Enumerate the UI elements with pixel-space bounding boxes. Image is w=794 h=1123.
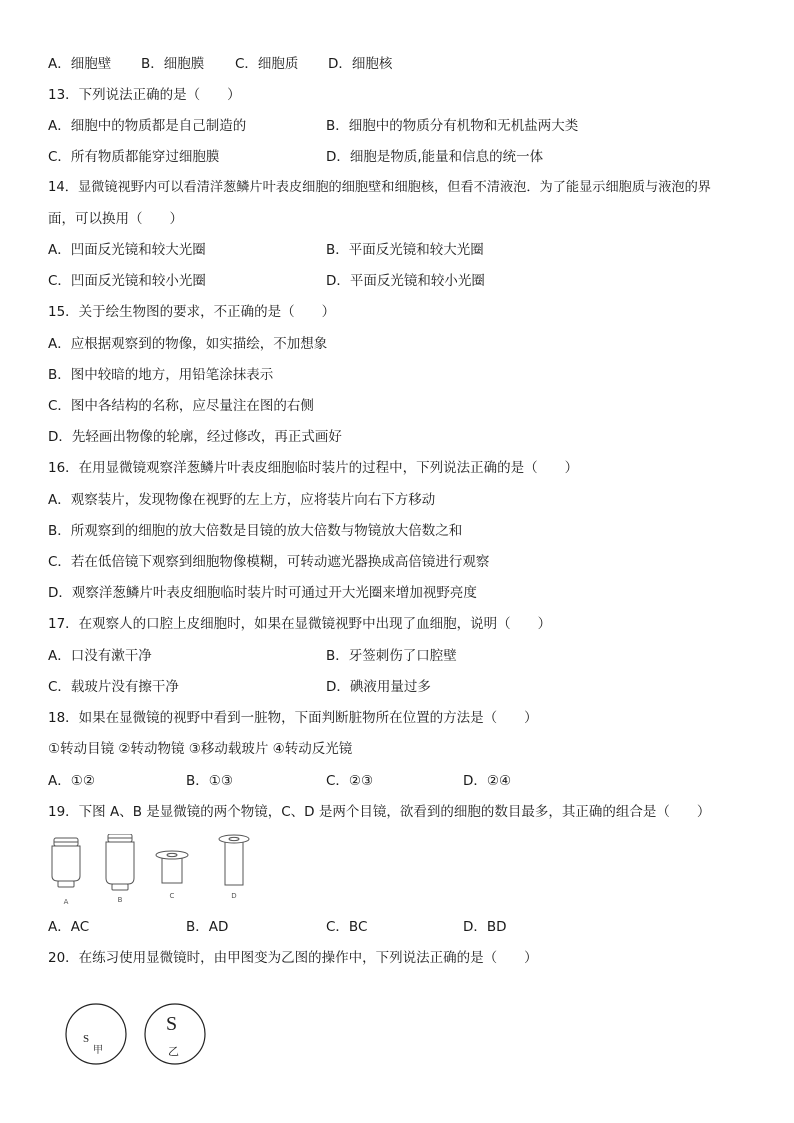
specimen-s-large: S [166,1013,178,1035]
q17-option-c: C．载玻片没有擦干净 [48,679,179,695]
lens-figure [44,834,264,908]
field-of-view-yi [145,1004,205,1064]
q12-option-c: C．细胞质 [235,56,299,72]
lens-label-b: B [117,896,123,904]
q13-option-c: C．所有物质都能穿过细胞膜 [48,149,220,165]
q18-choices: ①转动目镜 ②转动物镜 ③移动载玻片 ④转动反光镜 [48,741,353,757]
q17-option-b: B．牙签刺伤了口腔壁 [326,648,457,664]
q18-option-d: D．②④ [463,773,512,789]
q13-option-d: D．细胞是物质,能量和信息的统一体 [326,149,544,165]
q15-stem: 15．关于绘生物图的要求，不正确的是（ ） [48,304,336,320]
q16-stem: 16．在用显微镜观察洋葱鳞片叶表皮细胞临时装片的过程中，下列说法正确的是（ ） [48,460,579,476]
q17-option-a: A．口没有漱干净 [48,648,152,664]
q16-option-c: C．若在低倍镜下观察到细胞物像模糊，可转动遮光器换成高倍镜进行观察 [48,554,490,570]
q20-stem: 20．在练习使用显微镜时，由甲图变为乙图的操作中，下列说法正确的是（ ） [48,950,538,966]
q15-option-d: D．先轻画出物像的轮廓，经过修改，再正式画好 [48,429,342,445]
q12-option-b: B．细胞膜 [141,56,205,72]
label-jia: 甲 [93,1045,103,1056]
q18-stem: 18．如果在显微镜的视野中看到一脏物，下面判断脏物所在位置的方法是（ ） [48,710,538,726]
q19-option-d: D．BD [463,919,507,935]
q14-option-a: A．凹面反光镜和较大光圈 [48,242,206,258]
q13-option-a: A．细胞中的物质都是自己制造的 [48,118,247,134]
q16-option-a: A．观察装片，发现物像在视野的左上方，应将装片向右下方移动 [48,492,436,508]
q14-option-d: D．平面反光镜和较小光圈 [326,273,485,289]
q18-option-c: C．②③ [326,773,374,789]
q18-option-a: A．①② [48,773,95,789]
q19-option-b: B．AD [186,919,229,935]
q14-stem-line2: 面，可以换用（ ） [48,211,183,227]
eyepiece-c [156,851,188,883]
q15-option-b: B．图中较暗的地方，用铅笔涂抹表示 [48,367,274,383]
q12-option-a: A．细胞壁 [48,56,112,72]
specimen-s-small: S [83,1033,90,1045]
lens-label-c: C [169,892,175,900]
q14-option-b: B．平面反光镜和较大光圈 [326,242,484,258]
q19-stem: 19．下图 A、B 是显微镜的两个物镜，C、D 是两个目镜，欲看到的细胞的数目最多，其正确的组合是（ ） [48,804,711,820]
objective-lens-b [106,834,134,890]
q13-stem: 13．下列说法正确的是（ ） [48,87,241,103]
objective-lens-a [52,838,80,887]
q18-option-b: B．①③ [186,773,233,789]
q16-option-b: B．所观察到的细胞的放大倍数是目镜的放大倍数与物镜放大倍数之和 [48,523,463,539]
q17-stem: 17．在观察人的口腔上皮细胞时，如果在显微镜视野中出现了血细胞，说明（ ） [48,616,552,632]
q15-option-c: C．图中各结构的名称，应尽量注在图的右侧 [48,398,314,414]
q12-option-d: D．细胞核 [328,56,393,72]
lens-label-d: D [231,892,237,900]
q15-option-a: A．应根据观察到的物像，如实描绘，不加想象 [48,336,328,352]
q16-option-d: D．观察洋葱鳞片叶表皮细胞临时装片时可通过开大光圈来增加视野亮度 [48,585,477,601]
q13-option-b: B．细胞中的物质分有机物和无机盐两大类 [326,118,579,134]
q19-option-a: A．AC [48,919,90,935]
q14-option-c: C．凹面反光镜和较小光圈 [48,273,206,289]
eyepiece-d [219,835,249,885]
q19-option-c: C．BC [326,919,368,935]
field-of-view-figure [64,1003,214,1073]
label-yi: 乙 [168,1045,179,1058]
lens-label-a: A [63,898,69,906]
field-of-view-jia [66,1004,126,1064]
q14-stem-line1: 14．显微镜视野内可以看清洋葱鳞片叶表皮细胞的细胞壁和细胞核，但看不清液泡．为了能显示细胞质与液泡的界 [48,180,711,195]
q17-option-d: D．碘液用量过多 [326,679,431,695]
